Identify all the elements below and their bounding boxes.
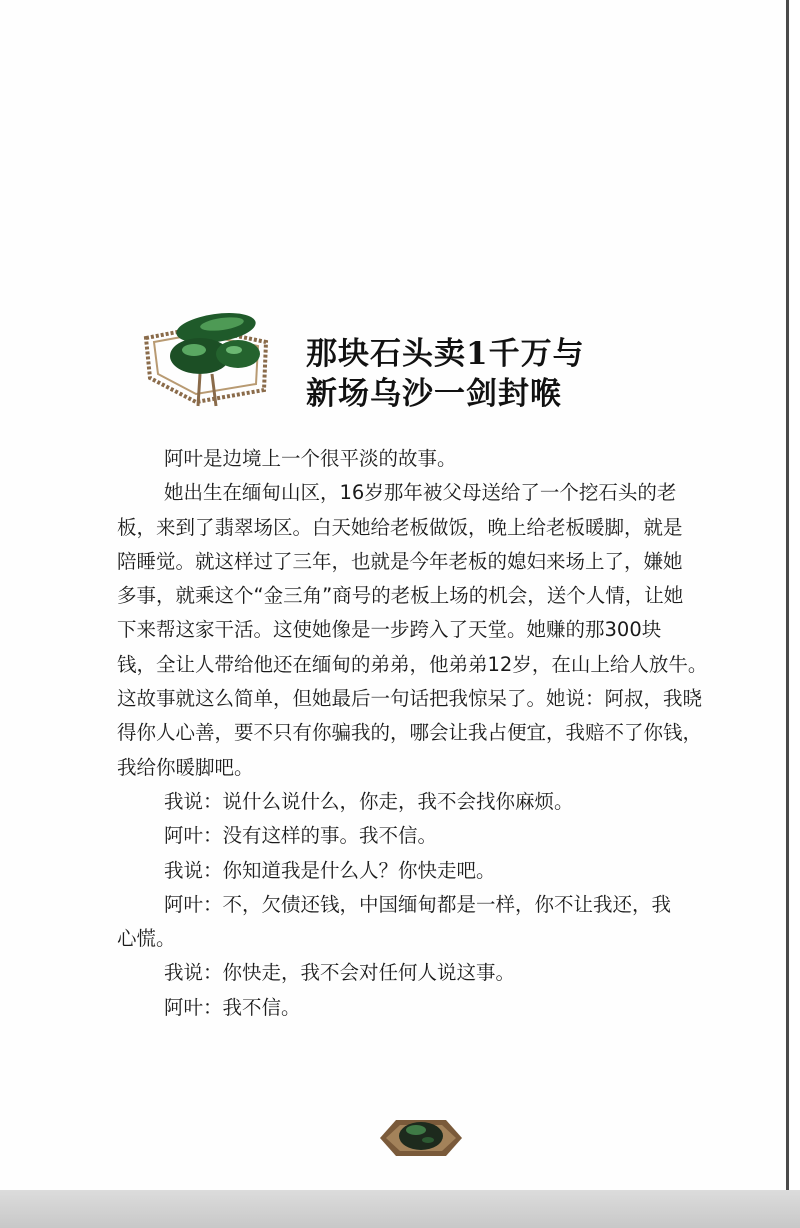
text-line: 下来帮这家干活。这使她像是一步跨入了天堂。她赚的那300块: [117, 618, 662, 642]
text-line: 我说：你知道我是什么人？你快走吧。: [164, 858, 496, 882]
jade-ornament-icon: [138, 298, 288, 410]
text-line: 她出生在缅甸山区，16岁那年被父母送给了一个挖石头的老: [164, 481, 677, 505]
text-line: 我给你暖脚吧。: [117, 755, 254, 779]
text-line: 阿叶：没有这样的事。我不信。: [164, 824, 438, 848]
text-line: 这故事就这么简单，但她最后一句话把我惊呆了。她说：阿叔，我晓: [117, 687, 703, 711]
text-line: 阿叶：我不信。: [164, 995, 301, 1019]
text-line: 我说：说什么说什么，你走，我不会找你麻烦。: [164, 789, 574, 813]
text-line: 阿叶：不，欠债还钱，中国缅甸都是一样，你不让我还，我: [164, 892, 672, 916]
text-line: 心慌。: [117, 927, 176, 951]
text-line: 板，来到了翡翠场区。白天她给老板做饭，晚上给老板暖脚，就是: [117, 515, 683, 539]
body-text: [117, 442, 713, 1025]
text-line: 阿叶是边境上一个很平淡的故事。: [164, 447, 457, 470]
page-edge: [786, 0, 789, 1190]
jade-ornament-icon: [376, 1110, 466, 1166]
chapter-title: [306, 334, 585, 414]
text-line: 得你人心善，要不只有你骗我的，哪会让我占便宜，我赔不了你钱，: [117, 721, 703, 745]
chapter-title-line-1: 那块石头卖1千万与: [306, 336, 585, 372]
text-line: 陪睡觉。就这样过了三年，也就是今年老板的媳妇来场上了，嫌她: [117, 549, 683, 573]
scan-border: [0, 1190, 800, 1228]
chapter-title-line-2: 新场乌沙一剑封喉: [306, 376, 562, 412]
text-line: 钱，全让人带给他还在缅甸的弟弟，他弟弟12岁，在山上给人放牛。: [117, 652, 708, 676]
text-line: 多事，就乘这个“金三角”商号的老板上场的机会，送个人情，让她: [117, 584, 684, 608]
text-line: 我说：你快走，我不会对任何人说这事。: [164, 961, 516, 985]
